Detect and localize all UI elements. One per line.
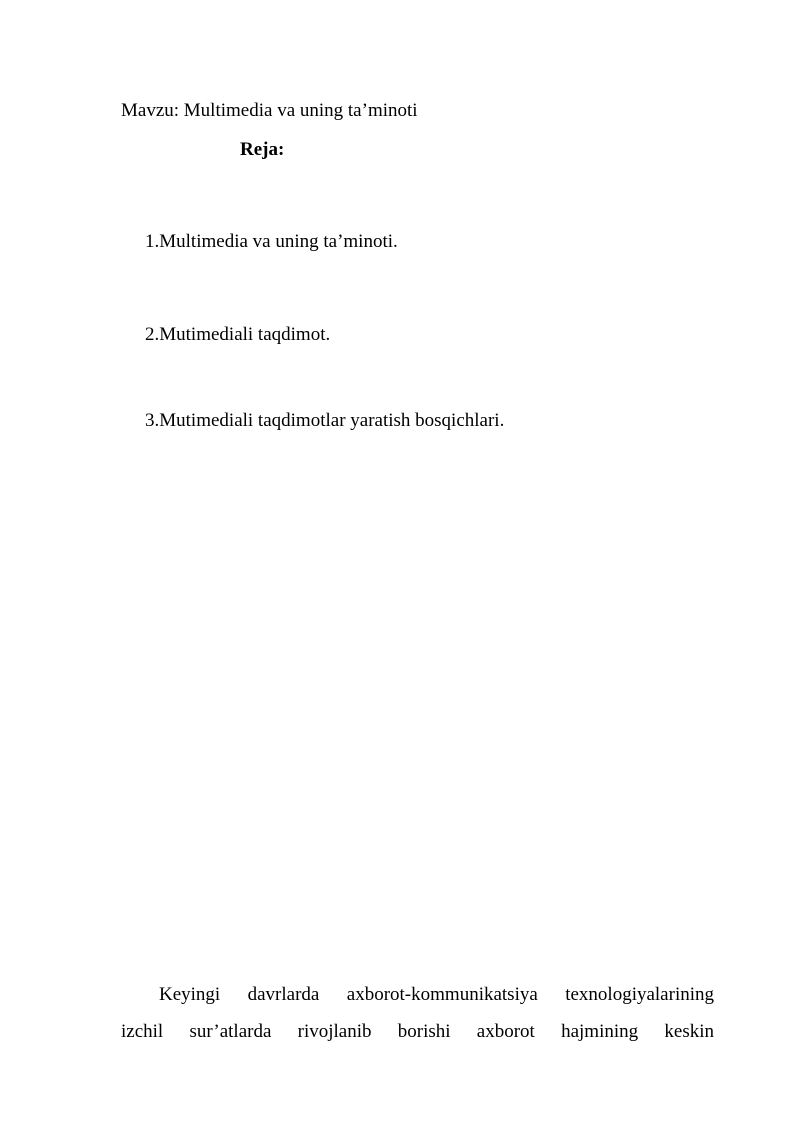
plan-item-3: 3.Mutimediali taqdimotlar yaratish bosqichlari. <box>145 410 505 431</box>
plan-item-1: 1.Multimedia va uning ta’minoti. <box>145 231 398 252</box>
plan-heading: Reja: <box>240 139 285 160</box>
document-topic: Mavzu: Multimedia va uning ta’minoti <box>121 100 418 121</box>
body-line-1: Keyingi davrlarda axborot-kommunikatsiya texnologiyalarining <box>159 984 714 1005</box>
body-paragraph <box>121 976 714 1050</box>
body-line-2: izchil sur’atlarda rivojlanib borishi axborot hajmining keskin <box>121 1021 714 1042</box>
plan-item-2: 2.Mutimediali taqdimot. <box>145 324 331 345</box>
